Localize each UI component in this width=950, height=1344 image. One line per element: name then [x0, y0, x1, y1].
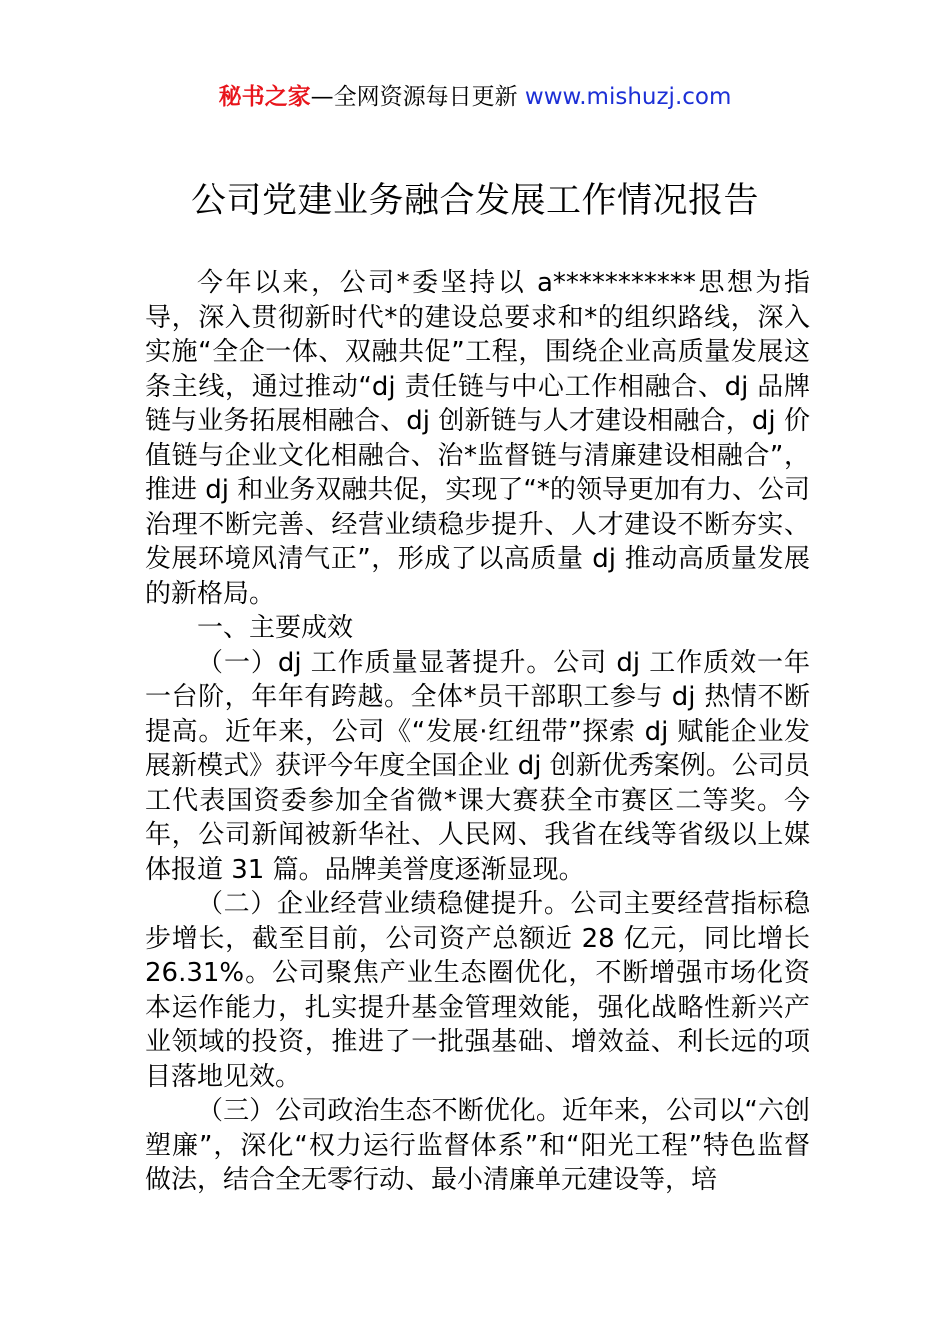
- document-title: 公司党建业务融合发展工作情况报告: [190, 181, 759, 221]
- site-header: [0, 82, 950, 112]
- paragraph-item-2: （二）企业经营业绩稳健提升。公司主要经营指标稳步增长，截至目前，公司资产总额近 28 亿元，同比增长 26.31%。公司聚焦产业生态圈优化，不断增强市场化资本运作能力，扎实提升基金管理效能，强化战略性新兴产业领域的投资，推进了一批强基础、增效益、利长远的项目落地见效。: [145, 889, 810, 1092]
- document-body: [145, 266, 810, 1198]
- paragraph-intro: 今年以来，公司*委坚持以 a***********思想为指导，深入贯彻新时代*的建设总要求和*的组织路线，深入实施“全企一体、双融共促”工程，围绕企业高质量发展这条主线，通过推动“dj 责任链与中心工作相融合、dj 品牌链与业务拓展相融合、dj 创新链与人才建设相融合，dj 价值链与企业文化相融合、治*监督链与清廉建设相融合”，推进 dj 和业务双融共促，实现了“*的领导更加有力、公司治理不断完善、经营业绩稳步提升、人才建设不断夯实、发展环境风清气正”，形成了以高质量 dj 推动高质量发展的新格局。: [145, 268, 810, 609]
- site-url-link[interactable]: www.mishuzj.com: [524, 84, 732, 110]
- site-slogan: —全网资源每日更新: [310, 84, 518, 110]
- site-brand: 秘书之家: [218, 84, 311, 110]
- paragraph-item-3: （三）公司政治生态不断优化。近年来，公司以“六创塑廉”，深化“权力运行监督体系”和“阳光工程”特色监督做法，结合全无零行动、最小清廉单元建设等，培: [145, 1096, 810, 1195]
- section-heading-main-results: 一、主要成效: [197, 613, 354, 643]
- paragraph-item-1: （一）dj 工作质量显著提升。公司 dj 工作质效一年一台阶，年年有跨越。全体*员干部职工参与 dj 热情不断提高。近年来，公司《“发展·红纽带”探索 dj 赋能企业发展新模式》获评今年度全国企业 dj 创新优秀案例。公司员工代表国资委参加全省微*课大赛获全市赛区二等奖。今年，公司新闻被新华社、人民网、我省在线等省级以上媒体报道 31 篇。品牌美誉度逐渐显现。: [145, 647, 810, 885]
